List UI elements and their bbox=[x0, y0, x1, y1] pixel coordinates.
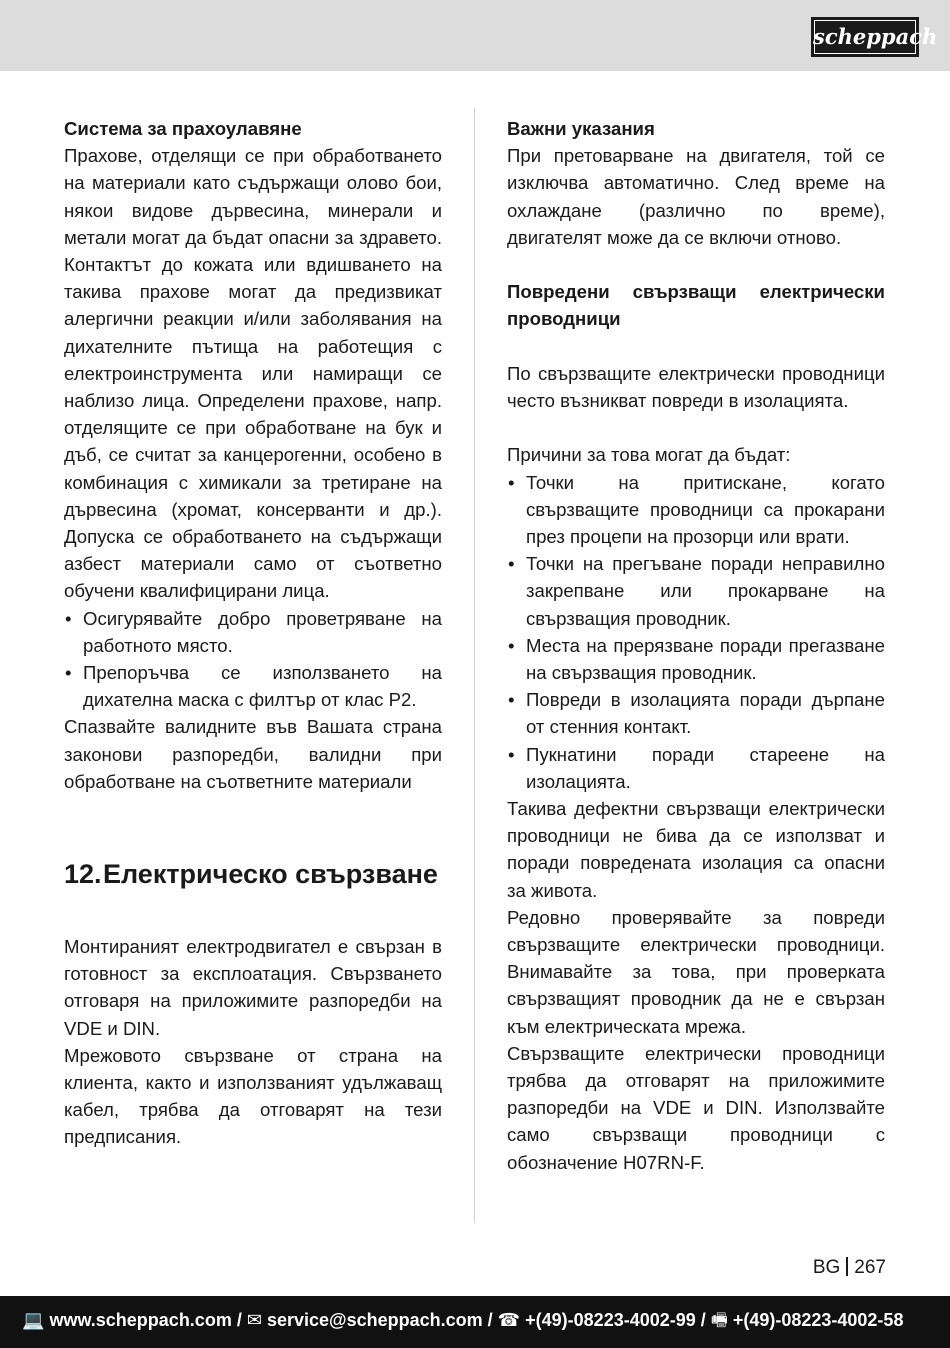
inspection-paragraph: Редовно проверявайте за повреди свързващите електрически проводници. Внимавайте за това, при проверката свързващият проводник да не е свързан към електрическата мрежа. bbox=[507, 906, 885, 1037]
page-number-separator bbox=[846, 1257, 848, 1276]
causes-intro: Причини за това могат да бъдат: bbox=[507, 444, 791, 466]
connection-paragraph-1: Монтираният електродвигател е свързан в готовност за експлоатация. Свързването отговаря на приложимите разпоредби на VDE и DIN. bbox=[64, 935, 442, 1039]
list-item: • Повреди в изолацията поради дърпане от стенния контакт. bbox=[507, 686, 885, 740]
list-item: • Точки на притискане, когато свързващите проводници са прокарани през процепи на прозорци или врати. bbox=[507, 469, 885, 551]
computer-icon: 💻 bbox=[22, 1310, 45, 1330]
section-heading bbox=[64, 861, 442, 889]
causes-list bbox=[507, 469, 885, 795]
dust-system-heading: Система за прахоулавяне bbox=[64, 118, 302, 139]
list-item: • Пукнатини поради стареене на изолацията. bbox=[507, 741, 885, 795]
footer-separator: / bbox=[236, 1310, 242, 1330]
dust-precautions-list bbox=[64, 605, 442, 714]
page-footer bbox=[0, 1296, 950, 1348]
page-number bbox=[790, 1256, 886, 1280]
fax-icon: 🖷 bbox=[710, 1310, 728, 1330]
right-column bbox=[507, 115, 885, 1176]
list-item: • Точки на прегъване поради неправилно закрепване или прокарване на свързващия проводник. bbox=[507, 550, 885, 632]
website-link[interactable]: www.scheppach.com bbox=[49, 1310, 232, 1330]
left-column bbox=[64, 115, 442, 1151]
phone-icon: ☎ bbox=[497, 1310, 521, 1330]
important-notes-heading: Важни указания bbox=[507, 118, 655, 139]
page-number-value: 267 bbox=[854, 1257, 886, 1278]
column-divider bbox=[474, 108, 475, 1223]
damaged-cables-intro: По свързващите електрически проводници често възникват повреди в изолацията. bbox=[507, 362, 885, 411]
dust-regulations-paragraph: Спазвайте валидните във Вашата страна законови разпоредби, валидни при обработване на съответните материали bbox=[64, 716, 442, 792]
damaged-cables-heading: Повредени свързващи електрически проводници bbox=[507, 281, 885, 330]
phone-number[interactable]: +(49)-08223-4002-99 bbox=[525, 1310, 696, 1330]
dust-hazard-paragraph: Прахове, отделящи се при обработването на материали като съдържащи олово бои, някои видове дървесина, минерали и метали могат да бъдат опасни за здравето. Контактът до кожата или вдишването на такива прахове могат да предизвикат алергични реакции и/или заболявания на дихателните пътища на работещия с електроинструмента или намиращи се наблизо лица. Определени прахове, напр. отделящите се при обработване на бук и дъб, се считат за канцерогенни, особено в комбинация с химикали за третиране на дървесина (хромат, консерванти и др.). Допуска се обработването на съдържащи азбест материали само от съответно обучени квалифицирани лица. bbox=[64, 145, 442, 602]
connection-paragraph-2: Мрежовото свързване от страна на клиента, както и използваният удължаващ кабел, трябва да отговарят на тези предписания. bbox=[64, 1044, 442, 1148]
list-item: • Препоръчва се използването на дихателна маска с филтър от клас P2. bbox=[64, 659, 442, 713]
section-number: 12. bbox=[64, 859, 102, 890]
footer-separator: / bbox=[700, 1310, 706, 1330]
scheppach-logo: scheppach bbox=[811, 17, 919, 57]
list-item: • Осигурявайте добро проветряване на работното място. bbox=[64, 605, 442, 659]
section-title: Електрическо свързване bbox=[103, 859, 438, 890]
important-notes-paragraph: При претоварване на двигателя, той се изключва автоматично. След време на охлаждане (различно по време), двигателят може да се включи отново. bbox=[507, 145, 885, 248]
danger-paragraph: Такива дефектни свързващи електрически проводници не бива да се използват и поради повредената изолация са опасни за живота. bbox=[507, 798, 885, 901]
language-code: BG bbox=[812, 1257, 841, 1278]
requirements-paragraph: Свързващите електрически проводници трябва да отговарят на приложимите разпоредби на VDE и DIN. Използвайте само свързващи проводници с обозначение H07RN-F. bbox=[507, 1042, 885, 1173]
mail-icon: ✉ bbox=[246, 1310, 262, 1330]
footer-separator: / bbox=[487, 1310, 493, 1330]
list-item: • Места на прерязване поради прегазване на свързващия проводник. bbox=[507, 632, 885, 686]
fax-number: +(49)-08223-4002-58 bbox=[732, 1310, 904, 1330]
page-header bbox=[0, 0, 950, 71]
email-link[interactable]: service@scheppach.com bbox=[266, 1310, 483, 1330]
